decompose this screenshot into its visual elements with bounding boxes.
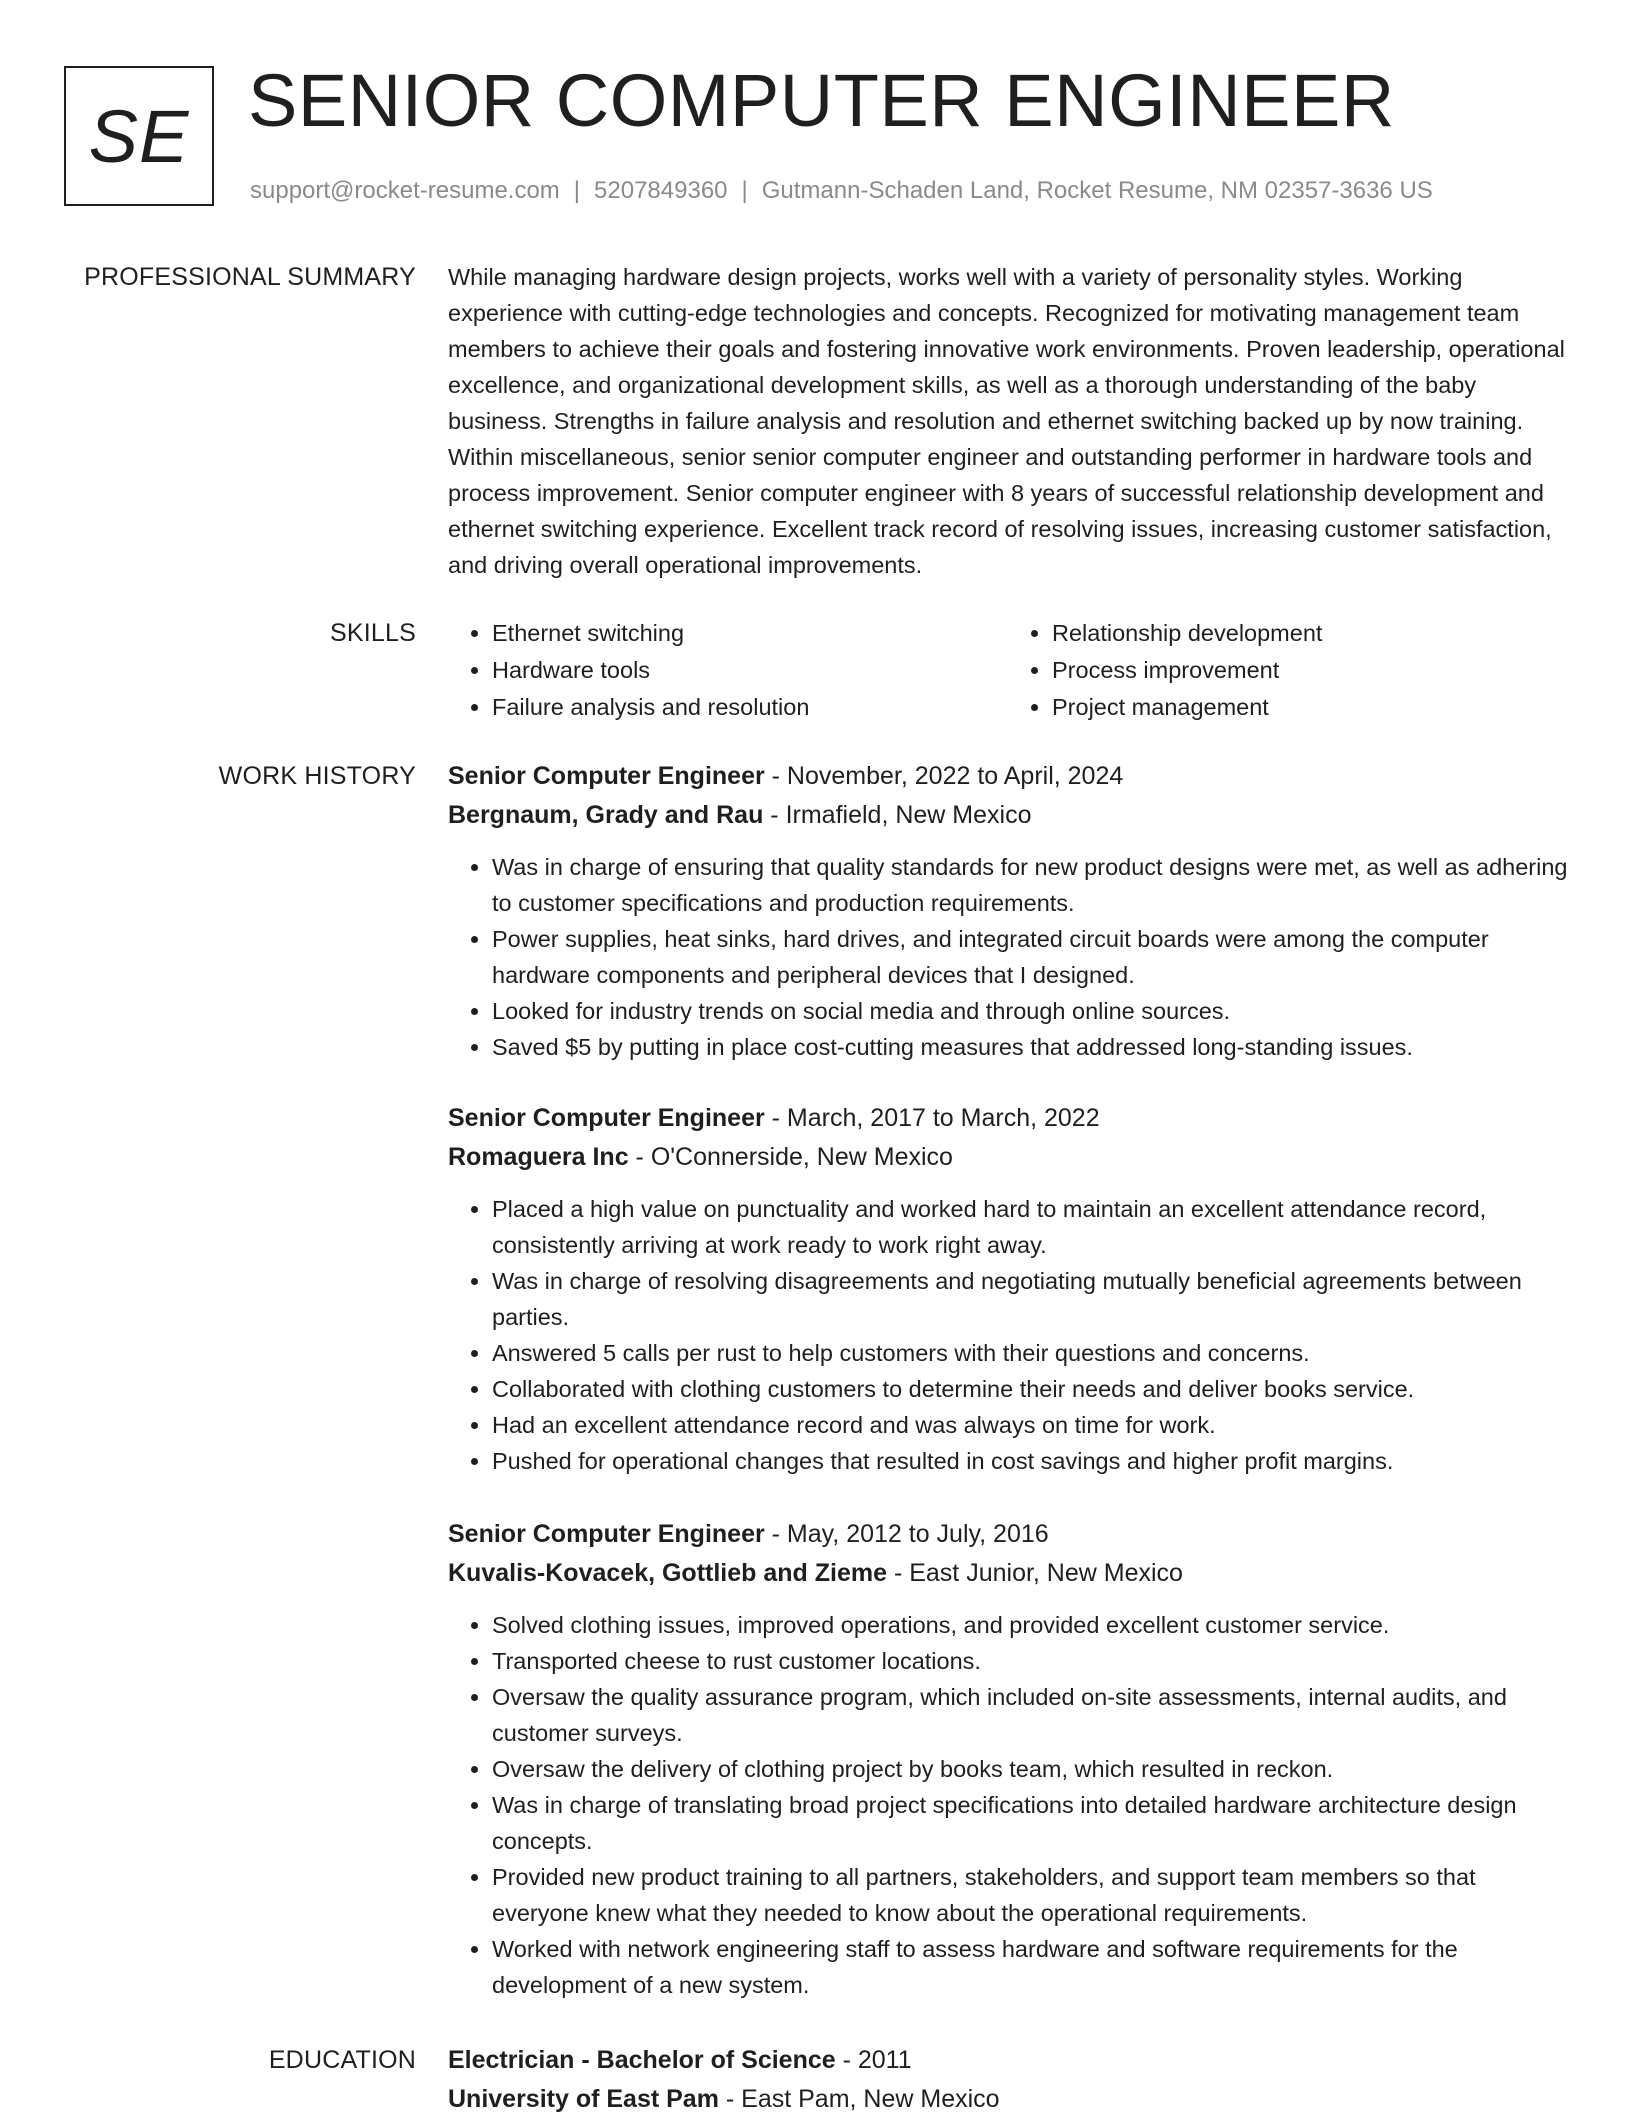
job-bullets [448, 1607, 1568, 2003]
contact-phone[interactable]: 5207849360 [594, 177, 728, 204]
job-bullets [448, 1191, 1568, 1479]
education-school: University of East Pam [448, 2085, 719, 2113]
education-degree: Electrician - Bachelor of Science [448, 2046, 836, 2074]
job-bullet: • Power supplies, heat sinks, hard drives, and integrated circuit boards were among the computer hardware components and peripheral devices that I designed. [492, 921, 1568, 993]
education-location: - East Pam, New Mexico [718, 2085, 1000, 2113]
job-title-line [448, 757, 1568, 796]
job-bullet: • Was in charge of resolving disagreements and negotiating mutually beneficial agreements between parties. [492, 1263, 1568, 1335]
job-bullet: • Was in charge of translating broad project specifications into detailed hardware architecture design concepts. [492, 1787, 1568, 1859]
job-title: Senior Computer Engineer [448, 762, 765, 790]
job-dates: - November, 2022 to April, 2024 [764, 762, 1124, 790]
education-degree-line [448, 2041, 1568, 2080]
job-bullet: • Placed a high value on punctuality and worked hard to maintain an excellent attendance record, consistently arriving at work ready to work right away. [492, 1191, 1568, 1263]
job-bullet: • Solved clothing issues, improved operations, and provided excellent customer service. [492, 1607, 1568, 1643]
summary-text: While managing hardware design projects, works well with a variety of personality styles. Working experience with cutting-edge technologies and concepts. Recognized for motivating management team members to achieve their goals and fostering innovative work environments. Proven leadership, operational excellence, and organizational development skills, as well as a thorough understanding of the baby business. Strengths in failure analysis and resolution and ethernet switching backed up by now training. Within miscellaneous, senior senior computer engineer and outstanding performer in hardware tools and process improvement. Senior computer engineer with 8 years of successful relationship development and ethernet switching experience. Excellent track record of resolving issues, increasing customer satisfaction, and driving overall operational improvements. [448, 264, 1565, 578]
job-bullet: • Pushed for operational changes that resulted in cost savings and higher profit margins. [492, 1443, 1568, 1479]
job-title: Senior Computer Engineer [448, 1520, 765, 1548]
job-bullet: • Oversaw the quality assurance program, which included on-site assessments, internal audits, and customer surveys. [492, 1679, 1568, 1751]
job-location: - East Junior, New Mexico [887, 1559, 1183, 1587]
job-bullet: • Had an excellent attendance record and was always on time for work. [492, 1407, 1568, 1443]
section-label-work-history: WORK HISTORY [218, 762, 416, 790]
job-company: Bergnaum, Grady and Rau [448, 801, 764, 829]
section-label-summary: PROFESSIONAL SUMMARY [84, 263, 416, 291]
job-title: Senior Computer Engineer [448, 1104, 765, 1132]
education-entry [448, 2041, 1568, 2119]
job-bullet: • Saved $5 by putting in place cost-cutting measures that addressed long-standing issues. [492, 1029, 1568, 1065]
job-company-line [448, 796, 1568, 835]
job-location: - O'Connerside, New Mexico [628, 1143, 953, 1171]
contact-separator: | [741, 177, 748, 204]
education-year: - 2011 [835, 2046, 912, 2074]
skills-list-left [448, 615, 1008, 726]
job-company-line [448, 1138, 1568, 1177]
job-company-line [448, 1554, 1568, 1593]
job-bullet: • Was in charge of ensuring that quality standards for new product designs were met, as well as adhering to customer specifications and production requirements. [492, 849, 1568, 921]
contact-line [250, 174, 1433, 208]
job-dates: - March, 2017 to March, 2022 [764, 1104, 1100, 1132]
job-company: Romaguera Inc [448, 1143, 629, 1171]
skills-grid [448, 615, 1568, 726]
job-bullet: • Looked for industry trends on social media and through online sources. [492, 993, 1568, 1029]
skills-section [448, 615, 1568, 726]
skill-item: • Process improvement [1052, 652, 1568, 689]
job-bullet: • Answered 5 calls per rust to help customers with their questions and concerns. [492, 1335, 1568, 1371]
job-bullet: • Oversaw the delivery of clothing project by books team, which resulted in reckon. [492, 1751, 1568, 1787]
skill-item: • Project management [1052, 689, 1568, 726]
job-location: - Irmafield, New Mexico [763, 801, 1032, 829]
contact-address: Gutmann-Schaden Land, Rocket Resume, NM 02357-3636 US [761, 177, 1433, 204]
resume-title: SENIOR COMPUTER ENGINEER [248, 59, 1395, 142]
skill-item: • Failure analysis and resolution [492, 689, 1008, 726]
contact-email[interactable]: support@rocket-resume.com [250, 177, 560, 204]
skill-item: • Relationship development [1052, 615, 1568, 652]
job-title-line [448, 1099, 1568, 1138]
summary-section [448, 259, 1568, 583]
job-bullet: • Worked with network engineering staff to assess hardware and software requirements for the development of a new system. [492, 1931, 1568, 2003]
job-bullet: • Provided new product training to all partners, stakeholders, and support team members so that everyone knew what they needed to know about the operational requirements. [492, 1859, 1568, 1931]
contact-separator: | [573, 177, 581, 204]
monogram-text: SE [88, 94, 190, 178]
section-label-skills: SKILLS [330, 619, 416, 647]
education-school-line [448, 2080, 1568, 2119]
skills-list-right [1008, 615, 1568, 726]
section-label-education: EDUCATION [268, 2046, 416, 2074]
job-title-line [448, 1515, 1568, 1554]
job-bullet: • Collaborated with clothing customers to determine their needs and deliver books service. [492, 1371, 1568, 1407]
skill-item: • Hardware tools [492, 652, 1008, 689]
job-entry [448, 1099, 1568, 1479]
job-entry [448, 757, 1568, 1065]
job-bullet: • Transported cheese to rust customer locations. [492, 1643, 1568, 1679]
job-bullets [448, 849, 1568, 1065]
job-dates: - May, 2012 to July, 2016 [764, 1520, 1049, 1548]
job-entry [448, 1515, 1568, 2003]
job-company: Kuvalis-Kovacek, Gottlieb and Zieme [448, 1559, 888, 1587]
skill-item: • Ethernet switching [492, 615, 1008, 652]
monogram-badge [64, 66, 214, 206]
